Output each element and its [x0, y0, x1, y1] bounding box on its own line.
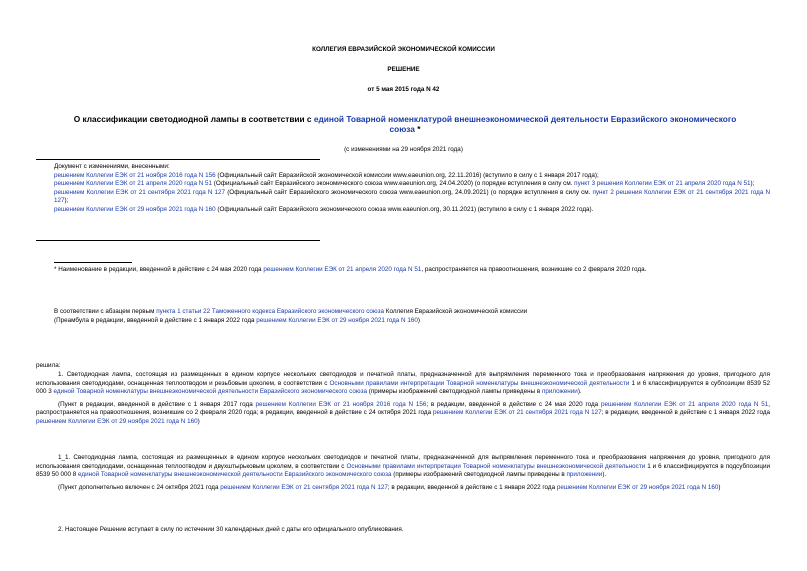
preamble-link[interactable]: пункта 1 статьи 22 Таможенного кодекса Евразийского экономического союза	[156, 308, 385, 315]
note-link[interactable]: решением Коллегии ЕЭК от 21 ноября 2016 года N 156	[255, 400, 427, 408]
tnved-link[interactable]: единой Товарной номенклатуры внешнеэкономической деятельности Евразийского экономического союза	[78, 471, 392, 479]
resolved-label: решила:	[36, 362, 61, 369]
org-heading: КОЛЛЕГИЯ ЕВРАЗИЙСКОЙ ЭКОНОМИЧЕСКОЙ КОМИССИИ	[312, 46, 495, 53]
note-link[interactable]: решением Коллегии ЕЭК от 21 сентября 2021 года N 127	[220, 483, 388, 491]
change-item: решением Коллегии ЕЭК от 21 апреля 2020 года N 51 (Официальный сайт Евразийского экономического союза www.eaeunion.org, 24.04.2020) (о порядке вступления в силу см. пункт 3 решения Коллегии ЕЭК от 21 апреля 2020 года N 51);	[54, 180, 755, 188]
rules-link[interactable]: Основными правилами интерпретации Товарной номенклатуры внешнеэкономической деятельности	[329, 379, 630, 387]
preamble-note: (Преамбула в редакции, введенной в действие с 1 января 2022 года решением Коллегии ЕЭК от 29 ноября 2021 года N 160)	[54, 316, 420, 324]
change-link[interactable]: решением Коллегии ЕЭК от 21 сентября 2021 года N 127	[54, 188, 226, 196]
preamble-text: В соответствии с абзацем первым пункта 1 статьи 22 Таможенного кодекса Евразийского экономического союза Коллегия Евразийской экономической комиссии	[54, 308, 528, 315]
change-link[interactable]: решением Коллегии ЕЭК от 21 апреля 2020 года N 51	[54, 180, 213, 188]
change-link[interactable]: решением Коллегии ЕЭК от 29 ноября 2021 года N 160	[54, 205, 216, 213]
changes-block	[54, 163, 770, 215]
note-link[interactable]: решением Коллегии ЕЭК от 29 ноября 2021 года N 160	[36, 417, 198, 425]
rules-link[interactable]: Основными правилами интерпретации Товарной номенклатуры внешнеэкономической деятельности	[346, 462, 646, 470]
note-link[interactable]: решением Коллегии ЕЭК от 29 ноября 2021 года N 160	[556, 483, 719, 491]
change-ref-link[interactable]: пункт 2 решения Коллегии ЕЭК от 21 сентября 2021 года N 127	[54, 188, 770, 205]
doc-type-heading: РЕШЕНИЕ	[387, 66, 420, 73]
appendix-link[interactable]: приложении	[566, 471, 603, 479]
paragraph-1-note: (Пункт в редакции, введенной в действие с 1 января 2017 года решением Коллегии ЕЭК от 21 ноября 2016 года N 156; в редакции, введенной в действие с 24 мая 2020 года решением Коллегии ЕЭК от 21 апреля 2020 года N 51, распространяется на правоотношения, возникшие со 2 февраля 2020 года; в редакции, введенной в действие с 24 октября 2021 года решением Коллегии ЕЭК от 21 сентября 2021 года N 127; в редакции, введенной в действие с 1 января 2022 года решением Коллегии ЕЭК от 29 ноября 2021 года N 160)	[36, 400, 771, 425]
change-link[interactable]: решением Коллегии ЕЭК от 21 ноября 2016 года N 156	[54, 171, 216, 179]
revision-note: (с изменениями на 29 ноября 2021 года)	[344, 146, 463, 153]
note-link[interactable]: решением Коллегии ЕЭК от 21 апреля 2020 года N 51	[600, 400, 769, 408]
doc-date: от 5 мая 2015 года N 42	[367, 86, 440, 93]
paragraph-1-1	[36, 454, 770, 492]
change-item: решением Коллегии ЕЭК от 21 ноября 2016 года N 156 (Официальный сайт Евразийской экономической комиссии www.eaeunion.org, 22.11.2016) (вступило в силу с 1 января 2017 года);	[54, 171, 599, 179]
footnote-rule	[54, 262, 132, 263]
paragraph-1	[36, 371, 770, 427]
changes-rule-top	[36, 159, 320, 160]
doc-title: О классификации светодиодной лампы в соответствии с единой Товарной номенклатурой внешнеэкономической деятельности Евразийского экономического союза *	[73, 114, 737, 134]
appendix-link[interactable]: приложении	[541, 388, 578, 396]
footnote: * Наименование в редакции, введенной в действие с 24 мая 2020 года решением Коллегии ЕЭК от 21 апреля 2020 года N 51, распространяется на правоотношения, возникшие со 2 февраля 2020 года.	[54, 266, 647, 273]
title-tnved-link[interactable]: единой Товарной номенклатурой внешнеэкономической деятельности Евразийского экономического союза	[313, 114, 737, 134]
paragraph-2: 2. Настоящее Решение вступает в силу по истечении 30 календарных дней с даты его официального опубликования.	[58, 526, 404, 533]
tnved-link[interactable]: единой Товарной номенклатуры внешнеэкономической деятельности Евразийского экономического союза	[53, 388, 367, 396]
paragraph-1-1-text: 1_1. Светодиодная лампа, состоящая из размещенных в едином корпусе нескольких светодиодов и печатной платы, предназначенной для выпрямления переменного тока и преобразования напряжения до уровня, пригодного для использования светодиодами, оснащенная теплоотводом и двухштырьковым цоколем, в соответствии с Основными правилами интерпретации Товарной номенклатуры внешнеэкономической деятельности 1 и 6 классифицируется в подсубпозиции 8539 50 000 8 единой Товарной номенклатуры внешнеэкономической деятельности Евразийского экономического союза (примеры изображений светодиодной лампы приведены в приложении).	[36, 454, 771, 479]
preamble	[54, 308, 774, 325]
paragraph-1-text: 1. Светодиодная лампа, состоящая из размещенных в едином корпусе нескольких светодиодов и печатной платы, предназначенной для выпрямления переменного тока и преобразования напряжения до уровня, пригодного для использования светодиодами, оснащенная теплоотводом и резьбовым цоколем, в соответствии с Основными правилами интерпретации Товарной номенклатуры внешнеэкономической деятельности 1 и 6 классифицируется в субпозиции 8539 52 000 3 единой Товарной номенклатуры внешнеэкономической деятельности Евразийского экономического союза (примеры изображений светодиодной лампы приведены в приложении).	[36, 371, 770, 396]
paragraph-1-1-note: (Пункт дополнительно включен с 24 октября 2021 года решением Коллегии ЕЭК от 21 сентября 2021 года N 127; в редакции, введенной в действие с 1 января 2022 года решением Коллегии ЕЭК от 29 ноября 2021 года N 160)	[58, 483, 721, 491]
change-item: решением Коллегии ЕЭК от 29 ноября 2021 года N 160 (Официальный сайт Евразийского экономического союза www.eaeunion.org, 30.11.2021) (вступило в силу с 1 января 2022 года).	[54, 205, 594, 213]
changes-rule-bottom	[36, 240, 320, 241]
footnote-link[interactable]: решением Коллегии ЕЭК от 21 апреля 2020 года N 51	[263, 266, 422, 273]
note-link[interactable]: решением Коллегии ЕЭК от 21 сентября 2021 года N 127	[432, 409, 602, 417]
change-ref-link[interactable]: пункт 3 решения Коллегии ЕЭК от 21 апреля 2020 года N 51	[574, 180, 751, 188]
changes-heading: Документ с изменениями, внесенными:	[54, 163, 170, 170]
change-item: решением Коллегии ЕЭК от 21 сентября 2021 года N 127 (Официальный сайт Евразийского экономического союза www.eaeunion.org, 24.09.2021) (о порядке вступления в силу см. пункт 2 решения Коллегии ЕЭК от 21 сентября 2021 года N 127);	[54, 188, 770, 205]
preamble-note-link[interactable]: решением Коллегии ЕЭК от 29 ноября 2021 года N 160	[256, 316, 418, 324]
